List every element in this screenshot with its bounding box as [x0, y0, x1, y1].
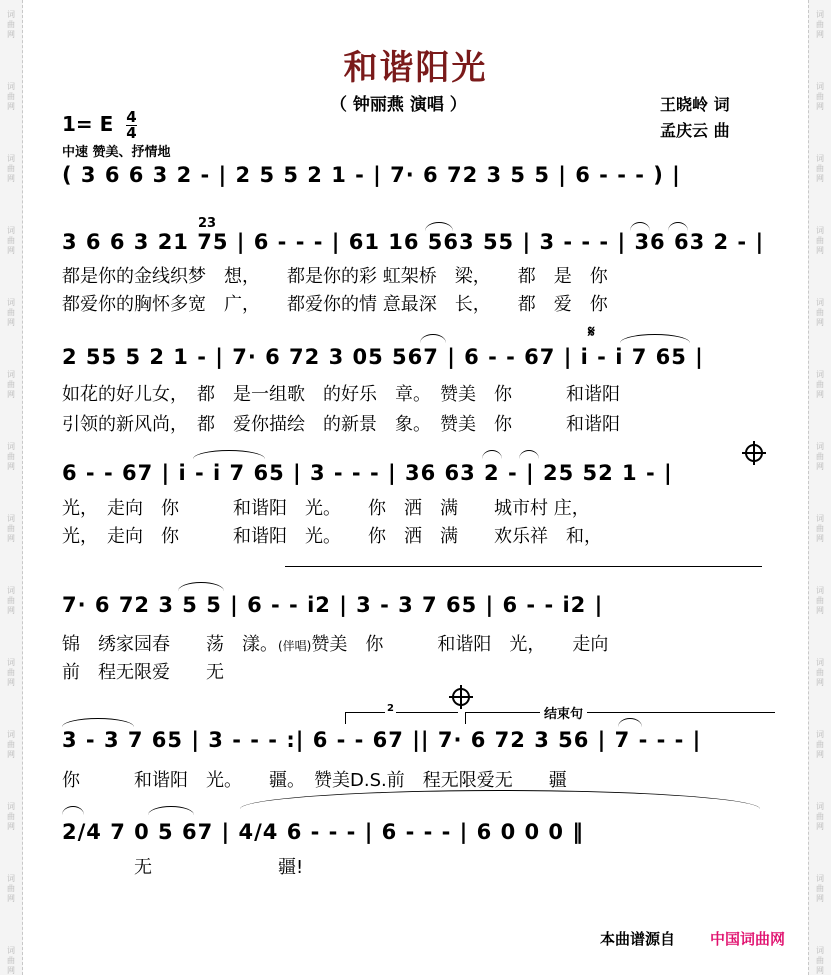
time-signature	[126, 110, 136, 141]
score-line-3: 2 55 5 2 1 - | 7· 6 72 3 05 567 | 6 - - 67 | i - i 7 65 |	[62, 345, 704, 369]
ending-bracket	[465, 712, 775, 713]
watermark-text: 词 曲 网	[7, 802, 15, 831]
watermark-text: 词 曲 网	[7, 874, 15, 903]
lyric-line-6a: 你 和谐阳 光。 疆。 赞美D.S.前 程无限爱无 疆	[62, 770, 567, 791]
ending-label: 结束句	[540, 703, 587, 722]
score-line-1: ( 3 6 6 3 2 - | 2 5 5 2 1 - | 7· 6 72 3 5 5 | 6 - - - ) |	[62, 163, 681, 187]
watermark-text: 词 曲 网	[7, 298, 15, 327]
ending-bracket-start	[465, 712, 466, 724]
volta-number: 2	[387, 703, 394, 714]
slur	[519, 450, 539, 459]
lyric-line-2a: 都是你的金线织梦 想， 都是你的彩 虹架桥 梁， 都 是 你	[62, 266, 608, 287]
watermark-text: 词 曲 网	[816, 946, 824, 975]
singer-credit: （ 钟丽燕 演唱 ）	[330, 95, 467, 115]
slur	[178, 582, 224, 591]
score-line-2: 3 6 6 3 21 75 | 6 - - - | 61 16 563 55 | 3 - - - | 36 63 2 - |	[62, 230, 765, 254]
time-signature-top: 4	[126, 108, 137, 126]
key-signature	[62, 110, 137, 141]
watermark-text: 词 曲 网	[7, 226, 15, 255]
watermark-text: 词 曲 网	[7, 658, 15, 687]
watermark-text: 词 曲 网	[816, 298, 824, 327]
watermark-text: 词 曲 网	[7, 442, 15, 471]
lyric-line-4b: 光， 走向 你 和谐阳 光。 你 洒 满 欢乐祥 和，	[62, 526, 602, 547]
watermark-text: 词 曲 网	[7, 82, 15, 111]
lyric-line-5a-part2: 赞美 你 和谐阳 光， 走向	[311, 634, 609, 655]
watermark-text: 词 曲 网	[7, 946, 15, 975]
composer-credit: 孟庆云 曲	[660, 121, 730, 140]
watermark-text: 词 曲 网	[816, 586, 824, 615]
song-title: 和谐阳光	[343, 48, 488, 88]
watermark-text: 词 曲 网	[816, 10, 824, 39]
watermark-text: 词 曲 网	[7, 154, 15, 183]
source-label: 本曲谱源自	[600, 930, 676, 948]
watermark-text: 词 曲 网	[816, 874, 824, 903]
lyric-line-3b: 引领的新风尚， 都 爱你描绘 的新景 象。 赞美 你 和谐阳	[62, 414, 620, 435]
score-line-5: 7· 6 72 3 5 5 | 6 - - i2 | 3 - 3 7 65 | 6 - - i2 |	[62, 593, 604, 617]
source-site-link[interactable]: 中国词曲网	[710, 930, 786, 948]
watermark-text: 词 曲 网	[7, 586, 15, 615]
watermark-text: 词 曲 网	[816, 514, 824, 543]
lyric-line-4a: 光， 走向 你 和谐阳 光。 你 洒 满 城市村 庄，	[62, 498, 590, 519]
lyric-line-7a: 无 疆!	[62, 857, 304, 878]
coda-icon	[452, 688, 470, 706]
lyric-line-5b: 前 程无限爱 无	[62, 662, 224, 683]
volta-bracket-end	[345, 712, 346, 724]
choir-label: (伴唱)	[278, 639, 312, 653]
tie-number: 23	[198, 216, 217, 231]
long-tie	[240, 790, 760, 809]
watermark-text: 词 曲 网	[816, 658, 824, 687]
watermark-text: 词 曲 网	[7, 514, 15, 543]
watermark-text: 词 曲 网	[816, 82, 824, 111]
slur	[420, 334, 446, 343]
watermark-text: 词 曲 网	[816, 370, 824, 399]
watermark-text: 词 曲 网	[7, 730, 15, 759]
coda-icon	[745, 444, 763, 462]
choir-bracket-line	[285, 566, 762, 567]
slur	[482, 450, 502, 459]
lyric-line-5a	[62, 630, 608, 656]
lyric-line-5a-part1: 锦 绣家园春 荡 漾。	[62, 634, 278, 655]
segno-icon: 𝄋	[588, 322, 595, 341]
tie	[62, 718, 134, 727]
key-label: 1= E	[62, 112, 114, 136]
tie	[193, 450, 265, 459]
score-line-6: 3 - 3 7 65 | 3 - - - :| 6 - - 67 || 7· 6 72 3 56 | 7 - - - |	[62, 728, 702, 752]
lyricist-credit: 王晓岭 词	[660, 95, 730, 114]
watermark-text: 词 曲 网	[816, 226, 824, 255]
watermark-text: 词 曲 网	[7, 370, 15, 399]
watermark-text: 词 曲 网	[816, 154, 824, 183]
lyric-line-3a: 如花的好儿女， 都 是一组歌 的好乐 章。 赞美 你 和谐阳	[62, 384, 620, 405]
tie	[620, 334, 690, 343]
time-signature-bottom: 4	[126, 124, 137, 142]
tempo-marking: 中速 赞美、抒情地	[62, 145, 171, 160]
watermark-text: 词 曲 网	[816, 442, 824, 471]
score-line-4: 6 - - 67 | i - i 7 65 | 3 - - - | 36 63 2 - | 25 52 1 - |	[62, 461, 673, 485]
slur	[148, 806, 194, 815]
score-line-7: 2/4 7 0 5 67 | 4/4 6 - - - | 6 - - - | 6 0 0 0 ‖	[62, 820, 584, 844]
watermark-text: 词 曲 网	[816, 802, 824, 831]
watermark-text: 词 曲 网	[816, 730, 824, 759]
slur	[618, 718, 642, 727]
lyric-line-2b: 都爱你的胸怀多宽 广， 都爱你的情 意最深 长， 都 爱 你	[62, 294, 608, 315]
slur	[62, 806, 84, 815]
volta-bracket	[345, 712, 458, 713]
watermark-text: 词 曲 网	[7, 10, 15, 39]
